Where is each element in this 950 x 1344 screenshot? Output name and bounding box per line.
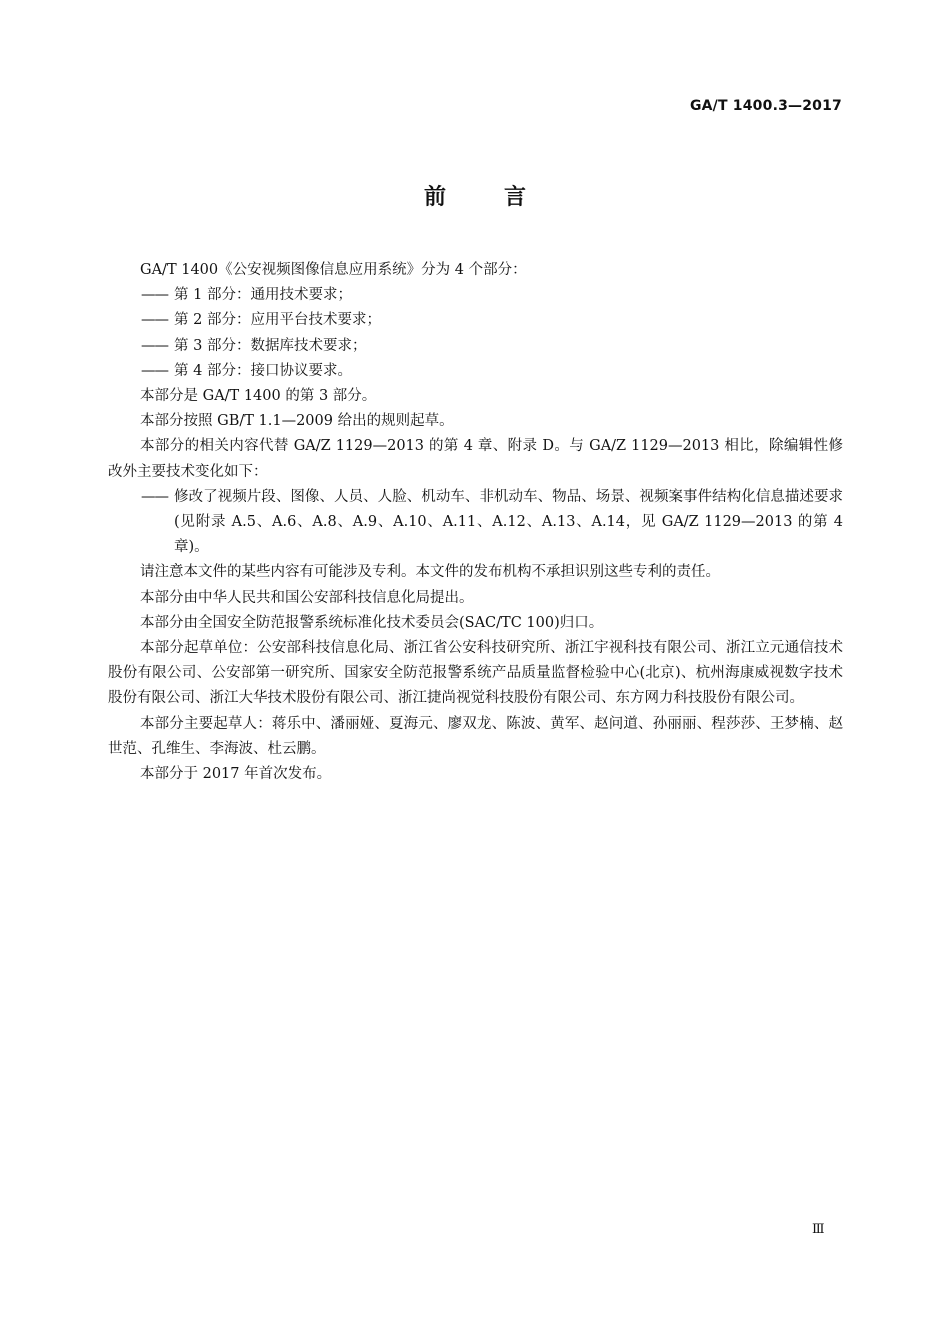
page-title-first-char: 前 (423, 185, 446, 210)
list-item-part-4: —— 第 4 部分：接口协议要求。 (108, 359, 843, 384)
paragraph-part-number: 本部分是 GA/T 1400 的第 3 部分。 (140, 388, 377, 405)
paragraph-drafters: 本部分主要起草人：蒋乐中、潘丽娅、夏海元、廖双龙、陈波、黄军、赵问道、孙丽丽、程莎莎、王梦楠、赵世范、孔维生、李海波、杜云鹏。 (108, 715, 843, 757)
dash-marker: —— (141, 337, 168, 354)
dash-marker: —— (141, 287, 168, 304)
list-item-part-1: —— 第 1 部分：通用技术要求； (108, 283, 843, 308)
dash-marker: —— (141, 312, 168, 329)
list-item-technical-change: —— 修改了视频片段、图像、人员、人脸、机动车、非机动车、物品、场景、视频案事件结构化信息描述要求(见附录 A.5、A.6、A.8、A.9、A.10、A.11、A.12、A.13、A.14，见 GA/Z 1129—2013 的第 4 章)。 (108, 485, 843, 561)
page-title (0, 180, 950, 211)
paragraph-committee: 本部分由全国安全防范报警系统标准化技术委员会(SAC/TC 100)归口。 (140, 614, 604, 631)
paragraph-drafting-rules: 本部分按照 GB/T 1.1—2009 给出的规则起草。 (140, 413, 454, 430)
foreword-body (108, 258, 843, 787)
list-item-part-2: —— 第 2 部分：应用平台技术要求； (108, 308, 843, 333)
list-item-part-3: —— 第 3 部分：数据库技术要求； (108, 334, 843, 359)
page-number: Ⅲ (812, 1222, 825, 1237)
paragraph-parts-intro: GA/T 1400《公安视频图像信息应用系统》分为 4 个部分： (140, 262, 527, 278)
paragraph-drafting-units: 本部分起草单位：公安部科技信息化局、浙江省公安科技研究所、浙江宇视科技有限公司、浙江立元通信技术股份有限公司、公安部第一研究所、国家安全防范报警系统产品质量监督检验中心(北京)、杭州海康威视数字技术股份有限公司、浙江大华技术股份有限公司、浙江捷尚视觉科技股份有限公司、东方网力科技股份有限公司。 (108, 640, 843, 707)
paragraph-patent-notice: 请注意本文件的某些内容有可能涉及专利。本文件的发布机构不承担识别这些专利的责任。 (140, 564, 720, 581)
paragraph-replacement: 本部分的相关内容代替 GA/Z 1129—2013 的第 4 章、附录 D。与 GA/Z 1129—2013 相比，除编辑性修改外主要技术变化如下： (108, 438, 843, 480)
page-title-second-char: 言 (504, 185, 527, 210)
dash-marker: —— (141, 488, 168, 505)
standard-code: GA/T 1400.3—2017 (689, 98, 842, 114)
dash-marker: —— (141, 362, 168, 379)
paragraph-proposer: 本部分由中华人民共和国公安部科技信息化局提出。 (140, 589, 474, 606)
paragraph-first-release: 本部分于 2017 年首次发布。 (140, 766, 332, 783)
